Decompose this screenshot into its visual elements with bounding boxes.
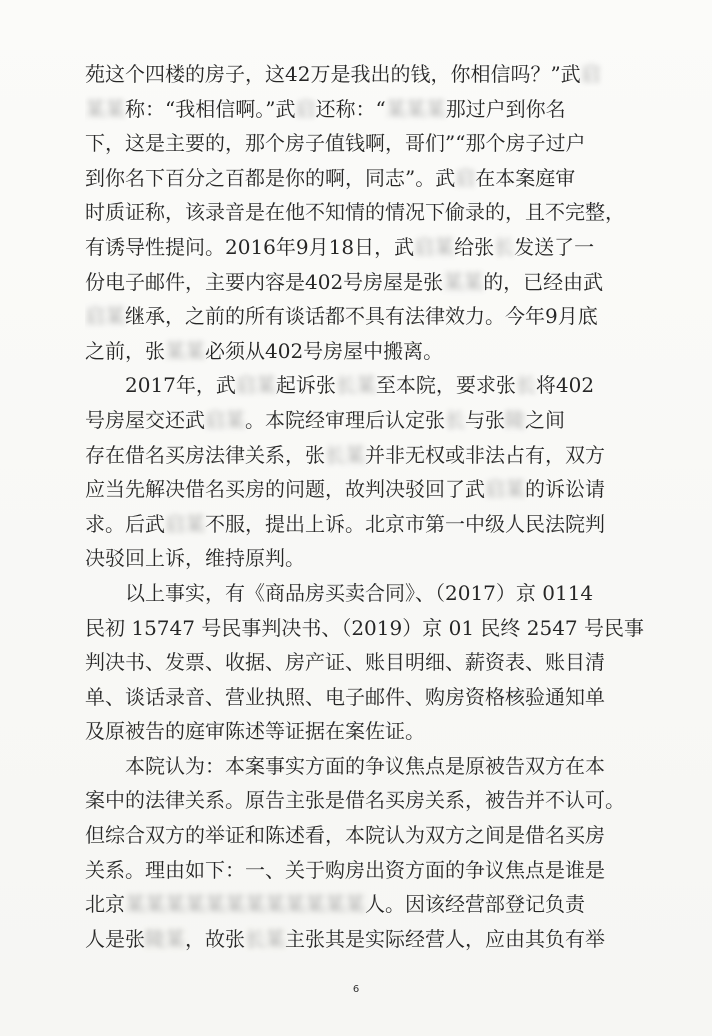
redacted-name: 长 <box>494 234 515 259</box>
text-segment: 下，这是主要的，那个房子值钱啊，哥们”“那个房子过户 <box>85 131 586 156</box>
text-line <box>85 299 645 334</box>
text-line <box>85 230 645 265</box>
redacted-name: 启某 <box>414 234 455 259</box>
text-line <box>85 57 645 92</box>
text-segment: 求。后武 <box>85 511 165 536</box>
redacted-name: 启某 <box>205 407 245 432</box>
text-line <box>85 403 645 438</box>
text-segment: 在本案庭审 <box>475 165 576 190</box>
redacted-name: 启 <box>295 96 316 121</box>
redacted-name: 陵某 <box>145 926 185 951</box>
redacted-name: 长 <box>445 407 465 432</box>
text-line <box>85 680 645 715</box>
text-line <box>85 818 645 853</box>
text-segment: 苑这个四楼的房子，这42万是我出的钱，你相信吗？”武 <box>85 62 581 86</box>
text-segment: 之间 <box>525 407 565 432</box>
text-line <box>85 922 645 957</box>
text-segment: 存在借名买房法律关系，张 <box>85 442 325 467</box>
redacted-name: 某某 <box>85 96 125 121</box>
text-line <box>85 611 645 646</box>
text-segment: 以上事实，有《商品房买卖合同》、（2017）京 0114 <box>85 580 594 605</box>
text-line <box>85 541 645 576</box>
redacted-name: 启 <box>580 62 601 86</box>
text-segment: 与张 <box>465 407 505 432</box>
redacted-name: 启某 <box>165 511 205 536</box>
text-segment: 但综合双方的举证和陈述看，本院认为双方之间是借名买房 <box>85 823 605 848</box>
redacted-name: 启某 <box>235 373 276 398</box>
text-segment: 有诱导性提问。2016年9月18日，武 <box>85 234 415 259</box>
text-line <box>85 92 645 127</box>
text-segment: 份电子邮件，主要内容是402号房屋是张 <box>85 269 444 294</box>
text-segment: 给张 <box>454 234 495 259</box>
text-segment: 时质证称，该录音是在他不知情的情况下偷录的，且不完整， <box>85 200 625 225</box>
text-line <box>85 438 645 473</box>
text-segment: 号房屋交还武 <box>85 407 205 432</box>
redacted-name: 长某 <box>245 926 285 951</box>
redacted-name: 某某 <box>443 269 484 294</box>
text-segment: 单、谈话录音、营业执照、电子邮件、购房资格核验通知单 <box>85 684 605 709</box>
text-line <box>85 576 645 611</box>
text-line <box>85 472 645 507</box>
text-segment: 称：“我相信啊。”武 <box>125 96 296 121</box>
text-line <box>85 783 645 818</box>
text-segment: 人。因该经营部登记负责 <box>365 892 585 917</box>
text-segment: 不服，提出上诉。北京市第一中级人民法院判 <box>205 511 605 536</box>
redacted-name: 启某 <box>85 304 125 329</box>
redacted-name: 某某某 <box>385 96 446 121</box>
redacted-name: 某某 <box>165 338 205 363</box>
text-segment: 继承，之前的所有谈话都不具有法律效力。今年9月底 <box>125 304 598 329</box>
text-line <box>85 195 645 230</box>
redacted-name: 长 <box>515 373 536 398</box>
text-segment: 本院认为：本案事实方面的争议焦点是原被告双方在本 <box>85 753 605 778</box>
redacted-name: 长某 <box>325 442 365 467</box>
text-segment: 人是张 <box>85 926 145 951</box>
text-segment: 主张其是实际经营人，应由其负有举 <box>285 926 605 951</box>
text-segment: 民初 15747 号民事判决书、（2019）京 01 民终 2547 号民事 <box>85 615 645 640</box>
text-segment: 必须从402号房屋中搬离。 <box>205 338 444 363</box>
text-segment: 还称：“ <box>315 96 386 121</box>
text-line <box>85 507 645 542</box>
text-segment: 。本院经审理后认定张 <box>245 407 445 432</box>
text-segment: 到你名下百分之百都是你的啊，同志”。武 <box>85 165 456 190</box>
text-segment: 案中的法律关系。原告主张是借名买房关系，被告并不认可。 <box>85 788 625 813</box>
text-segment: 应当先解决借名买房的问题，故判决驳回了武 <box>85 477 485 502</box>
text-segment: 北京 <box>85 892 125 917</box>
text-line <box>85 714 645 749</box>
text-segment: ，故张 <box>185 926 245 951</box>
text-segment: 发送了一 <box>514 234 595 259</box>
text-segment: 并非无权或非法占有，双方 <box>365 442 605 467</box>
text-line <box>85 265 645 300</box>
redacted-name: 长某 <box>335 373 376 398</box>
page-number: 6 <box>352 984 360 995</box>
redacted-name: 某某某某某某某某某某某某 <box>125 892 365 917</box>
text-segment: 至本院，要求张 <box>375 373 516 398</box>
text-line <box>85 334 645 369</box>
text-line <box>85 853 645 888</box>
redacted-name: 启 <box>455 165 476 190</box>
text-segment: 判决书、发票、收据、房产证、账目明细、薪资表、账目清 <box>85 650 605 675</box>
text-segment: 及原被告的庭审陈述等证据在案佐证。 <box>85 719 425 744</box>
text-segment: 的诉讼请 <box>525 477 605 502</box>
text-segment: 的，已经由武 <box>483 269 604 294</box>
redacted-name: 启某 <box>485 477 525 502</box>
document-body <box>85 57 645 956</box>
text-segment: 关系。理由如下：一、关于购房出资方面的争议焦点是谁是 <box>85 857 605 882</box>
text-line <box>85 887 645 922</box>
text-line <box>85 368 645 403</box>
text-segment: 决驳回上诉，维持原判。 <box>85 546 305 571</box>
text-segment: 那过户到你名 <box>445 96 566 121</box>
text-segment: 将402 <box>535 373 595 398</box>
text-line <box>85 126 645 161</box>
text-line <box>85 161 645 196</box>
text-segment: 2017年，武 <box>85 373 236 398</box>
redacted-name: 陵 <box>505 407 525 432</box>
text-segment: 之前，张 <box>85 338 165 363</box>
text-line <box>85 749 645 784</box>
text-segment: 起诉张 <box>275 373 336 398</box>
text-line <box>85 645 645 680</box>
